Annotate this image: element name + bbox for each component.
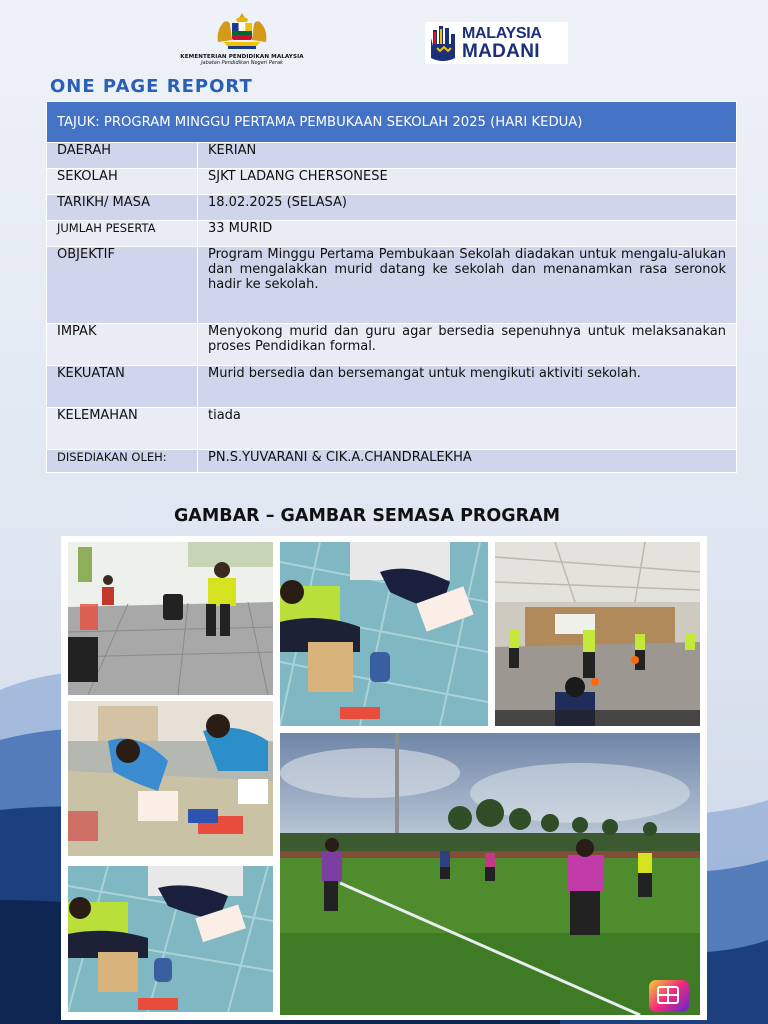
table-row [47,366,737,408]
instagram-layout-icon [649,980,689,1012]
report-title: ONE PAGE REPORT [50,76,253,97]
report-table [46,101,737,473]
photo-colouring-activity [68,701,273,856]
row-value: tiada [198,408,737,450]
row-label: IMPAK [47,324,198,366]
gallery-title: GAMBAR – GAMBAR SEMASA PROGRAM [173,506,561,526]
table-row [47,450,737,473]
photo-hall-activity [495,542,700,726]
row-label: JUMLAH PESERTA [47,221,198,247]
table-row [47,169,737,195]
madani-hand-icon [427,24,459,62]
table-heading: TAJUK: PROGRAM MINGGU PERTAMA PEMBUKAAN SEKOLAH 2025 (HARI KEDUA) [47,102,737,143]
row-value: KERIAN [198,143,737,169]
kpm-logo [172,12,312,64]
malaysia-crest-icon [210,12,274,50]
madani-word-madani: MADANI [462,41,540,62]
row-value: 33 MURID [198,221,737,247]
row-value: SJKT LADANG CHERSONESE [198,169,737,195]
row-label: DISEDIAKAN OLEH: [47,450,198,473]
table-row [47,247,737,324]
row-value: PN.S.YUVARANI & CIK.A.CHANDRALEKHA [198,450,737,473]
photo-classroom [68,542,273,695]
row-value: 18.02.2025 (SELASA) [198,195,737,221]
table-row [47,221,737,247]
table-row [47,143,737,169]
malaysia-madani-logo [425,22,568,64]
table-heading-row [47,102,737,143]
row-label: OBJEKTIF [47,247,198,324]
row-label: DAERAH [47,143,198,169]
table-row [47,324,737,366]
table-row [47,195,737,221]
row-label: KELEMAHAN [47,408,198,450]
row-value: Murid bersedia dan bersemangat untuk mengikuti aktiviti sekolah. [198,366,737,408]
row-label: KEKUATAN [47,366,198,408]
kpm-name: KEMENTERIAN PENDIDIKAN MALAYSIA [180,54,304,60]
photo-drawing-activity [280,542,488,726]
photo-drawing-activity-2 [68,866,273,1012]
jpn-name: Jabatan Pendidikan Negeri Perak [201,60,283,66]
row-value: Menyokong murid dan guru agar bersedia sepenuhnya untuk melaksanakan proses Pendidikan formal. [198,324,737,366]
madani-word-malaysia: MALAYSIA [462,25,542,42]
photo-field-activity [280,733,700,1015]
table-row [47,408,737,450]
row-label: TARIKH/ MASA [47,195,198,221]
row-value: Program Minggu Pertama Pembukaan Sekolah diadakan untuk mengalu-alukan dan mengalakkan murid datang ke sekolah dan menanamkan rasa seronok hadir ke sekolah. [198,247,737,324]
row-label: SEKOLAH [47,169,198,195]
